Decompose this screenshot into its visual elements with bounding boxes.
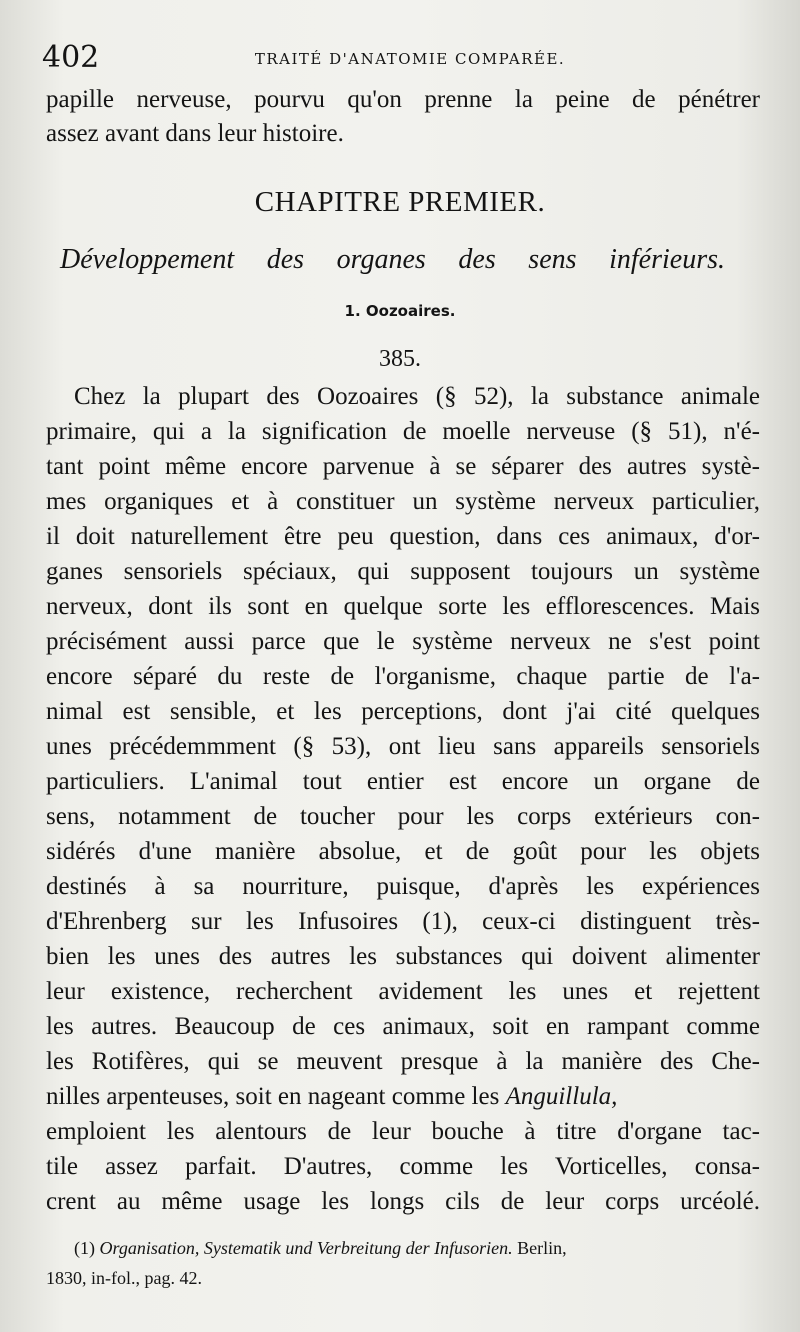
body-line: tant point même encore parvenue à se séparer des autres systè- [46,453,760,480]
footnote-marker: (1) [74,1238,95,1258]
body-line: crent au même usage les longs cils de leur corps urcéolé. [46,1188,760,1215]
body-line: nimal est sensible, et les perceptions, dont j'ai cité quelques [46,698,760,725]
page-number: 402 [42,40,100,75]
body-line: les autres. Beaucoup de ces animaux, soit en rampant comme [46,1013,760,1040]
body-line: encore séparé du reste de l'organisme, chaque partie de l'a- [46,663,760,690]
footnote-line [74,1238,760,1259]
body-line: destinés à sa nourriture, puisque, d'après les expériences [46,873,760,900]
body-line: tile assez parfait. D'autres, comme les Vorticelles, consa- [46,1153,760,1180]
body-line: il doit naturellement être peu question, dans ces animaux, d'or- [46,523,760,550]
body-line: primaire, qui a la signification de moelle nerveuse (§ 51), n'é- [46,418,760,445]
page-header [40,40,780,80]
text-line: assez avant dans leur histoire. [46,120,344,147]
body-line: leur existence, recherchent avidement les unes et rejettent [46,978,760,1005]
body-line: emploient les alentours de leur bouche à titre d'organe tac- [46,1118,760,1145]
body-line: précisément aussi parce que le système nerveux ne s'est point [46,628,760,655]
running-head: TRAITÉ D'ANATOMIE COMPARÉE. [254,50,566,68]
footnote-title: Organisation, Systematik und Verbreitung der Infusorien. [99,1238,513,1258]
body-line: Chez la plupart des Oozoaires (§ 52), la substance animale [74,383,760,410]
text-line: papille nerveuse, pourvu qu'on prenne la peine de pénétrer [46,86,760,113]
body-line: nerveux, dont ils sont en quelque sorte les efflorescences. Mais [46,593,760,620]
chapter-title: CHAPITRE PREMIER. [254,186,546,218]
body-line: mes organiques et à constituer un système nerveux particulier, [46,488,760,515]
body-line-text: nilles arpenteuses, soit en nageant comme les [46,1083,500,1110]
subsection-heading: 1. Oozoaires. [344,302,456,320]
footnote-line: 1830, in-fol., pag. 42. [46,1268,202,1288]
footnote-place: Berlin, [517,1238,567,1258]
body-line: les Rotifères, qui se meuvent presque à la manière des Che- [46,1048,760,1075]
body-line: unes précédemmment (§ 53), ont lieu sans appareils sensoriels [46,733,760,760]
body-line: sens, notamment de toucher pour les corps extérieurs con- [46,803,760,830]
body-line: sidérés d'une manière absolue, et de goût pour les objets [46,838,760,865]
body-line: d'Ehrenberg sur les Infusoires (1), ceux-ci distinguent très- [46,908,760,935]
italic-term: Anguillula, [505,1083,618,1110]
body-line [46,1083,760,1111]
body-line: particuliers. L'animal tout entier est encore un organe de [46,768,760,795]
body-line: ganes sensoriels spéciaux, qui supposent toujours un système [46,558,760,585]
section-title: Développement des organes des sens inférieurs. [60,244,725,275]
body-line: bien les unes des autres les substances qui doivent alimenter [46,943,760,970]
paragraph-number: 385. [379,346,421,372]
